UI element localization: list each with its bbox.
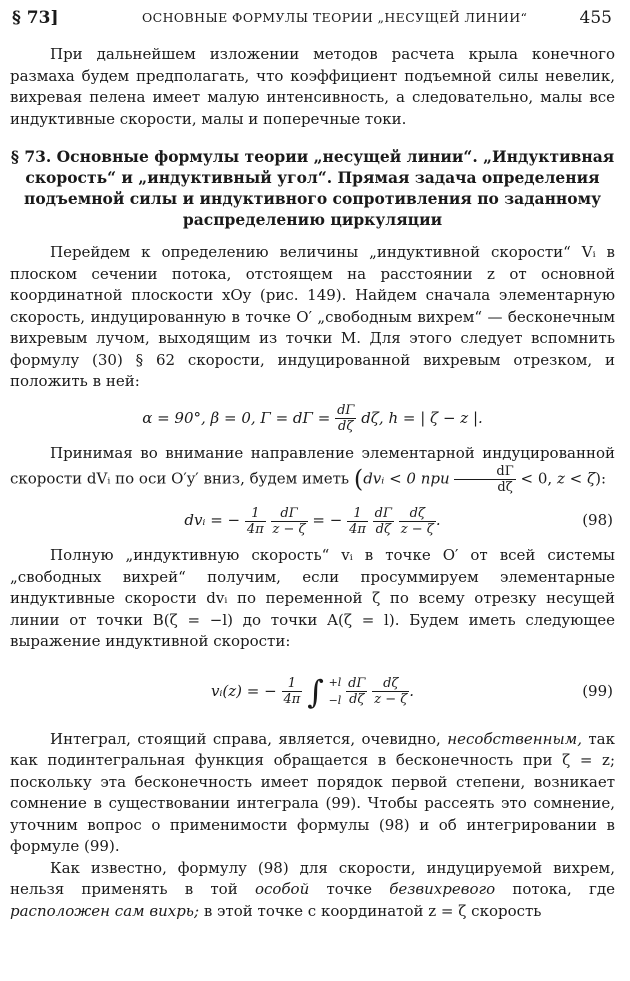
paragraph-3: Полную „индуктивную скорость“ vᵢ в точке O′ от всей системы „свободных вихрей“ получим, если просуммируем элементарные индуктивные скорости dvᵢ по переменной ζ по всему отрезку несущей линии от точки B(ζ = −l) до точки A(ζ = l). Будем иметь следующее выражение индуктивной скорости:	[10, 546, 615, 650]
page-body	[10, 44, 615, 922]
running-header	[12, 6, 612, 30]
equation-99: vᵢ(z) = − $\frac{1}{4\pi}$ ∫ +l −l $\frac{d\Gamma}{d\zeta}$ $\frac{d\zeta}{z - \zeta}$ . (99)	[10, 663, 615, 719]
section-title: § 73. Основные формулы теории „несущей линии“. „Индуктивная скорость“ и „индуктивный угол“. Прямая задача определения подъемной силы и индуктивного сопротивления по заданному распределению циркуляции	[10, 147, 615, 229]
equation-1	[10, 403, 615, 433]
eq1-right: dζ, h = | ζ − z |.	[361, 408, 483, 427]
equation-number-99: (99)	[582, 681, 613, 700]
paragraph-1: Перейдем к определению величины „индуктивной скорости“ Vᵢ в плоском сечении потока, отстоящем на расстоянии z от основной координатной плоскости xOy (рис. 149). Найдем сначала элементарную скорость, индуцированную в точке O′ „свободным вихрем“ — бесконечным вихревым лучом, выходящим из точки M. Для этого следует вспомнить формулу (30) § 62 скорости, индуцированной вихревым отрезком, и положить в ней:	[10, 243, 615, 390]
page-number: 455	[579, 8, 612, 28]
paragraph-2: Принимая во внимание направление элементарной индуцированной скорости dVᵢ по оси O′y′ вниз, будем иметь (dvᵢ < 0 при $\frac{d\Gamma}{d\zeta}$ < 0, z < ζ):	[10, 443, 615, 495]
equation-98: dvᵢ = − $\frac{1}{4\pi}$ $\frac{d\Gamma}{z - \zeta}$ = − $\frac{1}{4\pi}$ $\frac{d\Gamma}{d\zeta}$ $\frac{d\zeta}{z - \zeta}$ . (98)	[184, 505, 613, 537]
intro-paragraph: При дальнейшем изложении методов расчета крыла конечного размаха будем предполагать, что коэффициент подъемной силы невелик, вихревая пелена имеет малую интенсивность, а следовательно, малы все индуктивные скорости, малы и поперечные токи.	[10, 45, 615, 128]
integral-sign: ∫	[307, 672, 324, 711]
integral-limits: +l −l	[328, 675, 342, 707]
header-section: § 73]	[12, 8, 59, 28]
eq1-fraction: $\frac{d\Gamma}{d\zeta}$	[337, 403, 355, 434]
equation-number-98: (98)	[582, 511, 613, 529]
paragraph-4: Интеграл, стоящий справа, является, очевидно, несобственным, так как подинтегральная функция обращается в бесконечность при ζ = z; поскольку эта бесконечность имеет порядок первой степени, возникает сомнение в существовании интеграла (99). Чтобы рассеять это сомнение, уточним вопрос о применимости формулы (98) и об интегрировании в формуле (99).	[10, 729, 615, 855]
eq1-left: α = 90°, β = 0, Γ = dΓ =	[142, 408, 331, 427]
header-title: ОСНОВНЫЕ ФОРМУЛЫ ТЕОРИИ „НЕСУЩЕЙ ЛИНИИ“	[142, 10, 528, 25]
p2-fraction: $\frac{d\Gamma}{d\zeta}$	[454, 464, 515, 495]
paragraph-5: Как известно, формулу (98) для скорости, индуцируемой вихрем, нельзя применять в той особой точке безвихревого потока, где расположен сам вихрь; в этой точке с координатой z = ζ скорость	[10, 858, 615, 920]
